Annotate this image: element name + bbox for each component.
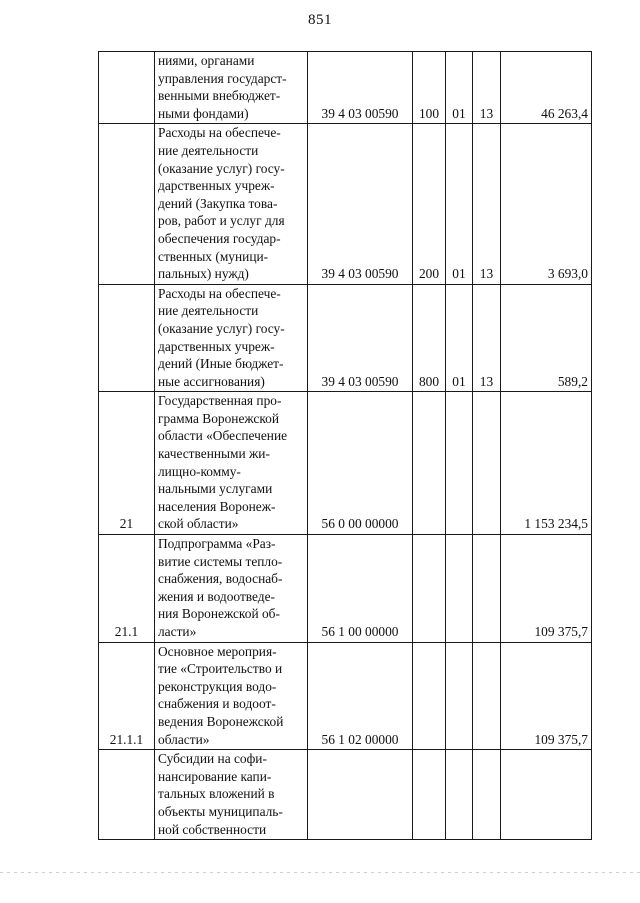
expense-name-line: дений (Иные бюджет- — [158, 356, 284, 372]
row-number-cell — [99, 52, 155, 124]
row-number-cell — [99, 124, 155, 284]
target-article-code-cell: 39 4 03 00590 — [308, 284, 413, 392]
section-code-cell: 01 — [446, 284, 473, 392]
expense-name-cell — [155, 642, 308, 750]
expense-name-cell — [155, 52, 308, 124]
table-row — [99, 392, 592, 535]
expense-name-line: Расходы на обеспече- — [158, 125, 281, 141]
expense-name-line: Государственная про- — [158, 393, 282, 409]
expense-name-line: грамма Воронежской — [158, 410, 280, 426]
expense-name-line: Подпрограмма «Раз- — [158, 536, 276, 552]
expense-name-line: тие «Строительство и — [158, 661, 283, 677]
amount-cell: 3 693,0 — [501, 124, 592, 284]
row-number-cell: 21.1 — [99, 535, 155, 643]
expense-name-line: нансирование капи- — [158, 768, 272, 784]
section-code-cell: 01 — [446, 52, 473, 124]
amount-cell — [501, 750, 592, 840]
expense-name-line: ской области» — [158, 516, 239, 532]
expense-name-line: ние деятельности — [158, 303, 259, 319]
target-article-code-cell: 56 1 02 00000 — [308, 642, 413, 750]
expense-name-line: снабжения и водоот- — [158, 696, 276, 712]
page-number: 851 — [308, 12, 332, 28]
section-code-cell — [446, 750, 473, 840]
expense-name-line: жения и водоотведе- — [158, 588, 276, 604]
table-row — [99, 535, 592, 643]
expense-name-line: лищно-комму- — [158, 463, 241, 479]
scan-edge-line — [0, 872, 640, 873]
section-code-cell — [446, 535, 473, 643]
subsection-code-cell — [473, 750, 501, 840]
expense-type-code-cell — [413, 535, 446, 643]
expense-name-line: ные ассигнования) — [158, 373, 265, 389]
row-number-cell: 21 — [99, 392, 155, 535]
expense-name-line: витие системы тепло- — [158, 553, 283, 569]
table-row — [99, 750, 592, 840]
expense-name-line: реконструкция водо- — [158, 678, 277, 694]
expense-name-cell — [155, 124, 308, 284]
table-row — [99, 124, 592, 284]
target-article-code-cell: 39 4 03 00590 — [308, 52, 413, 124]
expense-name-cell — [155, 750, 308, 840]
expense-name-line: ров, работ и услуг для — [158, 213, 285, 229]
subsection-code-cell — [473, 642, 501, 750]
section-code-cell: 01 — [446, 124, 473, 284]
subsection-code-cell: 13 — [473, 284, 501, 392]
expense-name-line: ной собственности — [158, 821, 267, 837]
expense-name-line: Основное мероприя- — [158, 643, 277, 659]
expense-name-cell — [155, 392, 308, 535]
expense-name-cell — [155, 535, 308, 643]
expense-name-line: ственных (муници- — [158, 248, 269, 264]
expense-name-line: ние деятельности — [158, 142, 259, 158]
row-number-cell: 21.1.1 — [99, 642, 155, 750]
amount-cell: 109 375,7 — [501, 535, 592, 643]
table-row — [99, 52, 592, 124]
expense-name-line: дений (Закупка това- — [158, 195, 278, 211]
expense-name-line: венными внебюджет- — [158, 88, 281, 104]
budget-table — [98, 51, 592, 840]
section-code-cell — [446, 392, 473, 535]
target-article-code-cell: 39 4 03 00590 — [308, 124, 413, 284]
expense-name-line: дарственных учреж- — [158, 338, 275, 354]
expense-name-line: области «Обеспечение — [158, 428, 288, 444]
subsection-code-cell — [473, 535, 501, 643]
table-row — [99, 284, 592, 392]
table-row — [99, 642, 592, 750]
expense-name-line: дарственных учреж- — [158, 178, 275, 194]
expense-name-line: ния Воронежской об- — [158, 606, 280, 622]
amount-cell: 589,2 — [501, 284, 592, 392]
amount-cell: 109 375,7 — [501, 642, 592, 750]
expense-name-line: области» — [158, 731, 210, 747]
expense-name-line: ласти» — [158, 624, 197, 639]
subsection-code-cell — [473, 392, 501, 535]
expense-name-line: пальных) нужд) — [158, 266, 249, 282]
expense-name-line: тальных вложений в — [158, 786, 275, 802]
expense-name-line: ными фондами) — [158, 105, 249, 121]
expense-name-cell — [155, 284, 308, 392]
expense-type-code-cell: 800 — [413, 284, 446, 392]
expense-name-line: нальными услугами — [158, 481, 273, 497]
subsection-code-cell: 13 — [473, 52, 501, 124]
expense-type-code-cell — [413, 392, 446, 535]
expense-name-line: Расходы на обеспече- — [158, 285, 281, 301]
expense-type-code-cell — [413, 750, 446, 840]
expense-name-line: (оказание услуг) госу- — [158, 320, 285, 336]
target-article-code-cell: 56 1 00 00000 — [308, 535, 413, 643]
amount-cell: 1 153 234,5 — [501, 392, 592, 535]
expense-name-line: качественными жи- — [158, 446, 270, 462]
section-code-cell — [446, 642, 473, 750]
expense-name-line: ниями, органами — [158, 53, 255, 68]
expense-type-code-cell: 100 — [413, 52, 446, 124]
expense-name-line: ведения Воронежской — [158, 713, 284, 729]
target-article-code-cell: 56 0 00 00000 — [308, 392, 413, 535]
subsection-code-cell: 13 — [473, 124, 501, 284]
target-article-code-cell — [308, 750, 413, 840]
expense-name-line: управления государст- — [158, 70, 287, 86]
expense-name-line: Субсидии на софи- — [158, 751, 267, 767]
expense-name-line: (оказание услуг) госу- — [158, 160, 285, 176]
expense-name-line: объекты муниципаль- — [158, 803, 283, 819]
expense-type-code-cell: 200 — [413, 124, 446, 284]
expense-name-line: снабжения, водоснаб- — [158, 571, 283, 587]
row-number-cell — [99, 284, 155, 392]
expense-name-line: населения Воронеж- — [158, 498, 276, 514]
row-number-cell — [99, 750, 155, 840]
expense-name-line: обеспечения государ- — [158, 230, 281, 246]
expense-type-code-cell — [413, 642, 446, 750]
amount-cell: 46 263,4 — [501, 52, 592, 124]
